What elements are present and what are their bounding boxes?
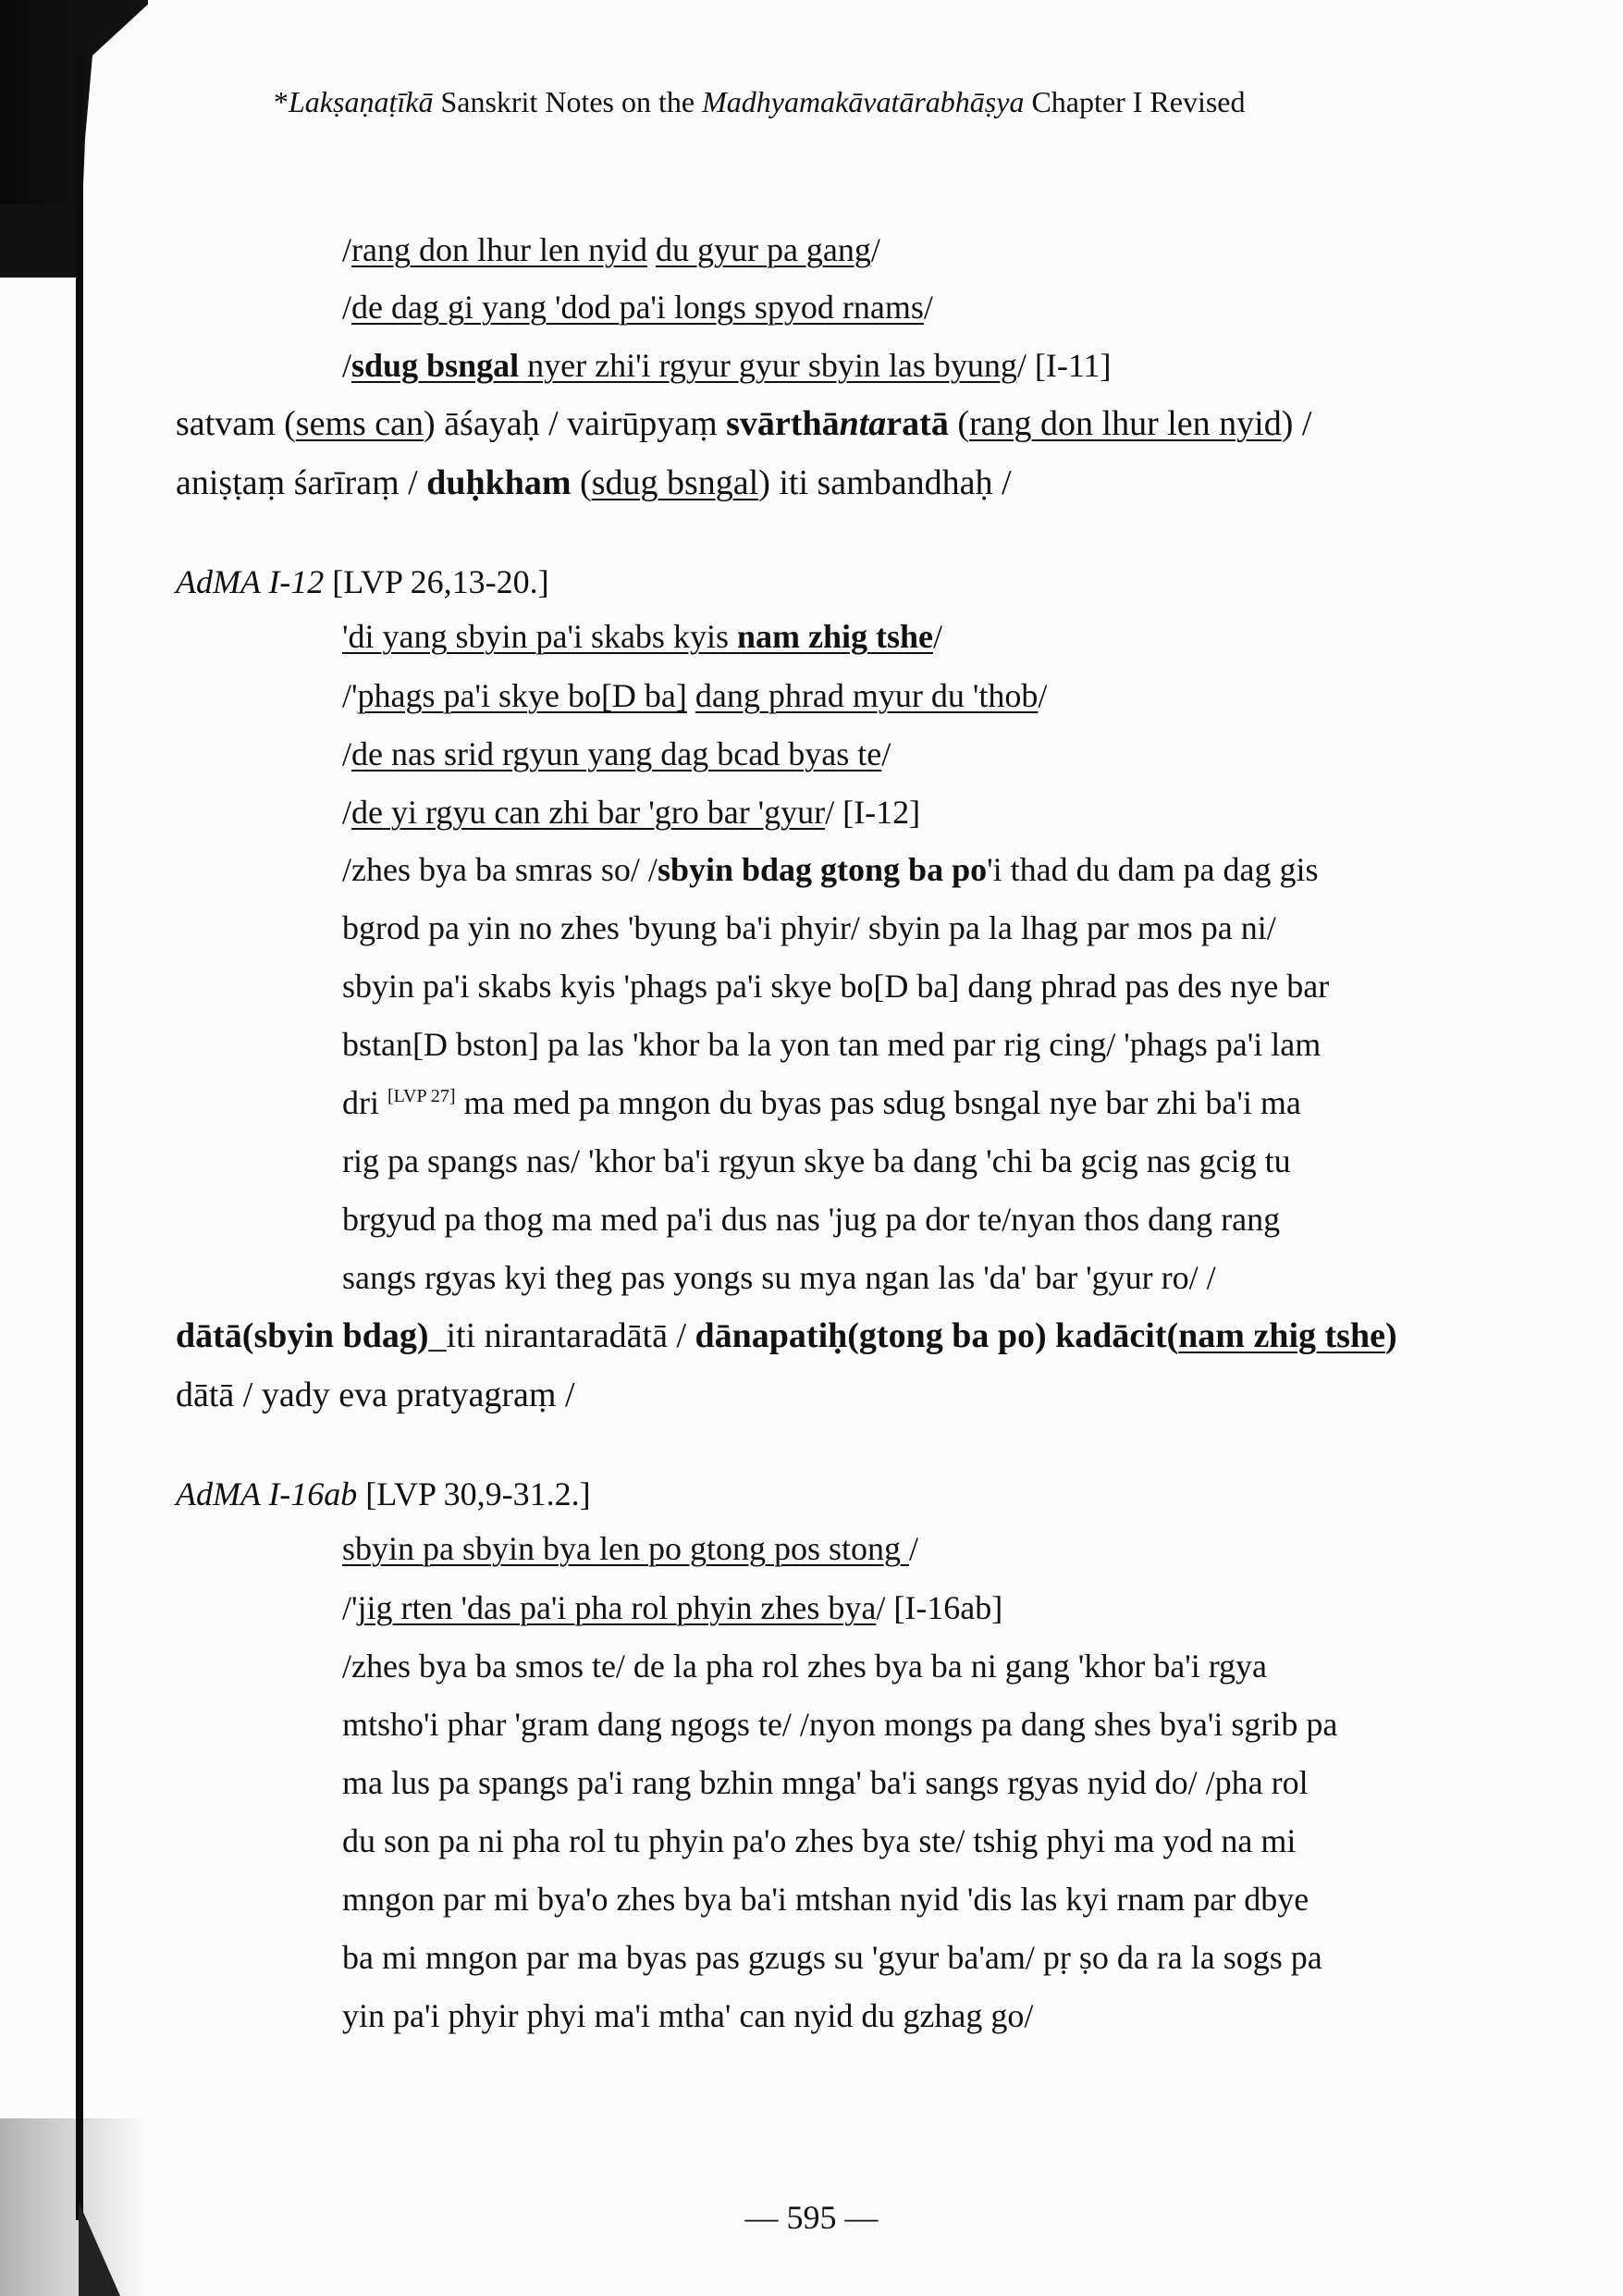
t: ) āśayaḥ / vairūpyaṃ: [424, 404, 727, 443]
t: de nas srid rgyun yang dag bcad byas te: [351, 735, 882, 772]
verse12-line1: [342, 616, 942, 657]
t: sdug bsngal: [591, 463, 759, 502]
header-middle: Sanskrit Notes on the: [433, 85, 703, 118]
t: ): [1384, 1316, 1397, 1355]
t: svārthā: [726, 404, 840, 443]
verse16-line2: [342, 1587, 1002, 1628]
t: / [I-12]: [825, 794, 921, 831]
commentary12-line4: bstan[D bston] pa las 'khor ba la yon tan med par rig cing/ 'phags pa'i lam: [342, 1026, 1322, 1063]
page-number: — 595 —: [744, 2199, 879, 2236]
section-heading-16ab: [176, 1475, 591, 1513]
commentary12-line1: [342, 849, 1319, 890]
section-heading-12: [176, 562, 549, 601]
running-header: [274, 85, 1246, 119]
t: satvam (: [176, 404, 296, 443]
verse11-line3: [342, 345, 1112, 386]
t: sbyin pa sbyin bya len po gtong pos stong: [342, 1530, 909, 1567]
t: dang phrad myur du 'thob: [695, 677, 1039, 714]
t: /: [881, 735, 891, 772]
t: phags pa'i skye bo[D ba]: [357, 677, 687, 714]
commentary12-line2: bgrod pa yin no zhes 'byung ba'i phyir/ sbyin pa la lhag par mos pa ni/: [342, 909, 1276, 946]
commentary12-line6: rig pa spangs nas/ 'khor ba'i rgyun skye ba dang 'chi ba gcig nas gcig tu: [342, 1142, 1291, 1179]
t: de yi rgyu can zhi bar 'gro bar 'gyur: [351, 794, 826, 831]
section-label: AdMA I-12: [176, 563, 325, 600]
t: ) /: [1281, 404, 1312, 443]
t: sbyin bdag gtong ba po: [657, 851, 988, 888]
t: [1047, 1316, 1056, 1355]
header-asterisk: *: [274, 85, 289, 118]
t: ) iti sambandhaḥ /: [758, 463, 1012, 502]
t: ratā: [886, 404, 949, 443]
t: nam zhig tshe: [736, 618, 933, 655]
verse12-line4: [342, 792, 920, 833]
t: nta: [839, 404, 887, 443]
t: rang don lhur len nyid: [968, 404, 1282, 443]
t: kadācit(: [1055, 1316, 1179, 1355]
commentary12-line3: sbyin pa'i skabs kyis 'phags pa'i skye bo[D ba] dang phrad pas des nye bar: [342, 968, 1330, 1005]
t: /': [342, 1589, 358, 1626]
header-work-title: Lakṣaṇaṭīkā: [289, 85, 434, 118]
t: /: [932, 618, 942, 655]
t: 'di yang sbyin pa'i skabs kyis: [342, 618, 737, 655]
commentary16-line5: mngon par mi bya'o zhes bya ba'i mtshan nyid 'dis las kyi rnam par dbye: [342, 1881, 1309, 1918]
commentary16-line6: ba mi mngon par ma byas pas gzugs su 'gyur ba'am/ pṛ ṣo da ra la sogs pa: [342, 1939, 1322, 1976]
t: / [I-11]: [1016, 347, 1112, 384]
t: duḥkham: [426, 463, 572, 502]
commentary16-line1: /zhes bya ba smos te/ de la pha rol zhes bya ba ni gang 'khor ba'i rgya: [342, 1648, 1268, 1685]
t: /': [342, 677, 358, 714]
t: /: [908, 1530, 918, 1567]
commentary16-line2: mtsho'i phar 'gram dang ngogs te/ /nyon mongs pa dang shes bya'i sgrib pa: [342, 1706, 1338, 1743]
t: /: [1038, 677, 1048, 714]
t: /: [342, 289, 352, 326]
t: /: [923, 289, 933, 326]
t: /: [342, 794, 352, 831]
page-ref-superscript: [LVP 27]: [387, 1086, 456, 1106]
t: du gyur pa gang: [655, 231, 871, 268]
t: jig rten 'das pa'i pha rol phyin zhes bya: [357, 1589, 877, 1626]
t: /: [342, 231, 352, 268]
verse11-line1: [342, 229, 880, 270]
t: nyer zhi'i rgyur gyur sbyin las byung: [519, 347, 1017, 384]
t: /: [342, 347, 352, 384]
t: (: [948, 404, 969, 443]
t: /: [870, 231, 880, 268]
header-suffix: Chapter I Revised: [1024, 85, 1246, 118]
t: /zhes bya ba smras so/ /: [342, 851, 658, 888]
t: aniṣṭaṃ śarīraṃ /: [176, 463, 427, 502]
t: sdug bsngal: [351, 347, 520, 384]
t: dātā(sbyin bdag): [176, 1316, 429, 1355]
t: / [I-16ab]: [876, 1589, 1003, 1626]
t: /: [342, 735, 352, 772]
commentary16-line3: ma lus pa spangs pa'i rang bzhin mnga' ba'i sangs rgyas nyid do/ /pha rol: [342, 1764, 1309, 1801]
section-ref: [LVP 30,9-31.2.]: [357, 1475, 591, 1512]
section-ref: [LVP 26,13-20.]: [324, 563, 549, 600]
sanskrit11-line1: [176, 403, 1311, 444]
verse11-line2: [342, 287, 933, 327]
t: rang don lhur len nyid: [351, 231, 647, 268]
t: sems can: [295, 404, 424, 443]
t: [687, 677, 695, 714]
commentary12-line7: brgyud pa thog ma med pa'i dus nas 'jug pa dor te/nyan thos dang rang: [342, 1201, 1281, 1238]
sanskrit12-line1: [176, 1315, 1397, 1356]
section-label: AdMA I-16ab: [176, 1475, 358, 1512]
verse16-line1: [342, 1528, 918, 1569]
t: 'i thad du dam pa dag gis: [987, 851, 1319, 888]
commentary16-line4: du son pa ni pha rol tu phyin pa'o zhes bya ste/ tshig phyi ma yod na mi: [342, 1822, 1297, 1859]
header-text-title: Madhyamakāvatārabhāṣya: [702, 85, 1025, 118]
t: [647, 231, 656, 268]
verse12-line3: [342, 734, 891, 774]
sanskrit11-line2: [176, 463, 1012, 503]
t: ma med pa mngon du byas pas sdug bsngal nye bar zhi ba'i ma: [455, 1084, 1301, 1121]
t: dri: [342, 1084, 387, 1121]
commentary12-line8: sangs rgyas kyi theg pas yongs su mya ngan las 'da' bar 'gyur ro/ /: [342, 1259, 1216, 1296]
commentary12-line5: [342, 1082, 1301, 1123]
t: dānapatiḥ(gtong ba po): [695, 1316, 1047, 1355]
book-spine-shadow: [0, 0, 148, 2296]
t: nam zhig tshe: [1178, 1316, 1385, 1355]
verse12-line2: [342, 675, 1047, 716]
sanskrit12-line2: dātā / yady eva pratyagraṃ /: [176, 1376, 575, 1414]
commentary16-line7: yin pa'i phyir phyi ma'i mtha' can nyid du gzhag go/: [342, 1997, 1034, 2034]
t: _iti nirantaradātā /: [428, 1316, 695, 1355]
t: de dag gi yang 'dod pa'i longs spyod rnams: [351, 289, 924, 326]
t: (: [571, 463, 592, 502]
